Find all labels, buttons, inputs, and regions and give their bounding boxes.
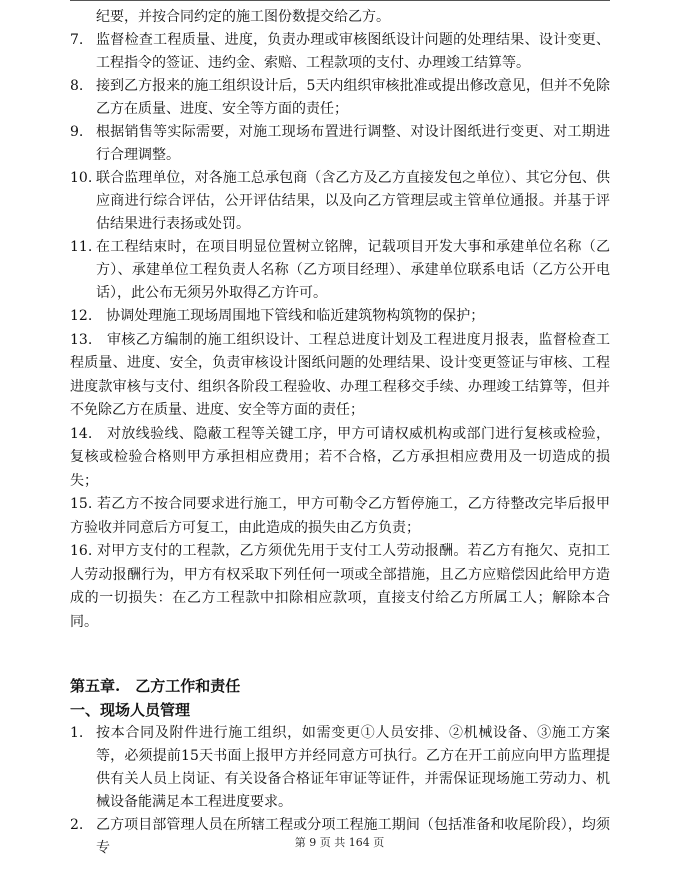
clause-14: 14. 对放线验线、隐蔽工程等关键工序，甲方可请权威机构或部门进行复核或检验，复核或检验合格则甲方承担相应费用；若不合格，乙方承担相应费用及一切造成的损失；	[70, 425, 610, 489]
clause-15: 15. 若乙方不按合同要求进行施工，甲方可勒令乙方暂停施工，乙方待整改完毕后报甲方验收并同意后方可复工，由此造成的损失由乙方负责；	[70, 496, 610, 536]
clause-number: 8.	[70, 78, 84, 94]
clause-12: 12. 协调处理施工现场周围地下管线和临近建筑物构筑物的保护；	[70, 308, 485, 324]
document-body	[70, 6, 610, 860]
clause-text: 在工程结束时，在项目明显位置树立铭牌，记载项目开发大事和承建单位名称（乙方）、承建单位工程负责人名称（乙方项目经理）、承建单位联系电话（乙方公开电话），此公布无须另外取得乙方许可。	[96, 239, 610, 301]
item-number: 2.	[70, 817, 84, 833]
clause-7	[70, 29, 610, 75]
item-number: 1.	[70, 725, 84, 741]
item-1	[70, 722, 610, 814]
chapter-heading: 第五章. 乙方工作和责任	[70, 677, 241, 695]
clause-number: 7.	[70, 32, 84, 48]
clause-text: 监督检查工程质量、进度，负责办理或审核图纸设计问题的处理结果、设计变更、工程指令的签证、违约金、索赔、工程款项的支付、办理竣工结算等。	[96, 32, 610, 71]
paragraph-6-continuation: 纪要，并按合同约定的施工图份数提交给乙方。	[96, 9, 390, 25]
clause-text: 接到乙方报来的施工组织设计后，5天内组织审核批准或提出修改意见，但并不免除乙方在质量、进度、安全等方面的责任；	[96, 78, 610, 117]
clause-16: 16. 对甲方支付的工程款，乙方须优先用于支付工人劳动报酬。若乙方有拖欠、克扣工人劳动报酬行为，甲方有权采取下列任何一项或全部措施，且乙方应赔偿因此给甲方造成的一切损失：在乙方工程款中扣除相应款项，直接支付给乙方所属工人；解除本合同。	[70, 543, 610, 630]
item-text: 乙方项目部管理人员在所辖工程或分项工程施工期间（包括准备和收尾阶段），均须专	[96, 817, 610, 856]
clause-10	[70, 167, 610, 236]
header-rule	[70, 0, 610, 1]
item-text: 按本合同及附件进行施工组织，如需变更①人员安排、②机械设备、③施工方案等，必须提前15天书面上报甲方并经同意方可执行。乙方在开工前应向甲方监理提供有关人员上岗证、有关设备合格证年审证等证件，并需保证现场施工劳动力、机械设备能满足本工程进度要求。	[96, 725, 610, 810]
clause-text: 联合监理单位，对各施工总承包商（含乙方及乙方直接发包之单位）、其它分包、供应商进行综合评估，公开评估结果，以及向乙方管理层或主管单位通报。并基于评估结果进行表扬或处罚。	[96, 170, 610, 232]
page-footer: 第 9 页 共 164 页	[294, 836, 385, 849]
section-heading: 一、现场人员管理	[70, 701, 191, 719]
clause-13: 13. 审核乙方编制的施工组织设计、工程总进度计划及工程进度月报表，监督检查工程质量、进度、安全，负责审核设计图纸问题的处理结果、设计变更签证与审核、工程进度款审核与支付、组织各阶段工程验收、办理工程移交手续、办理竣工结算等，但并不免除乙方在质量、进度、安全等方面的责任；	[70, 331, 610, 418]
clause-number: 10.	[70, 170, 93, 186]
clause-number: 11.	[70, 239, 93, 255]
clause-8	[70, 75, 610, 121]
clause-9	[70, 121, 610, 167]
clause-text: 根据销售等实际需要，对施工现场布置进行调整、对设计图纸进行变更、对工期进行合理调整。	[96, 124, 610, 163]
clause-11	[70, 236, 610, 305]
clause-number: 9.	[70, 124, 84, 140]
